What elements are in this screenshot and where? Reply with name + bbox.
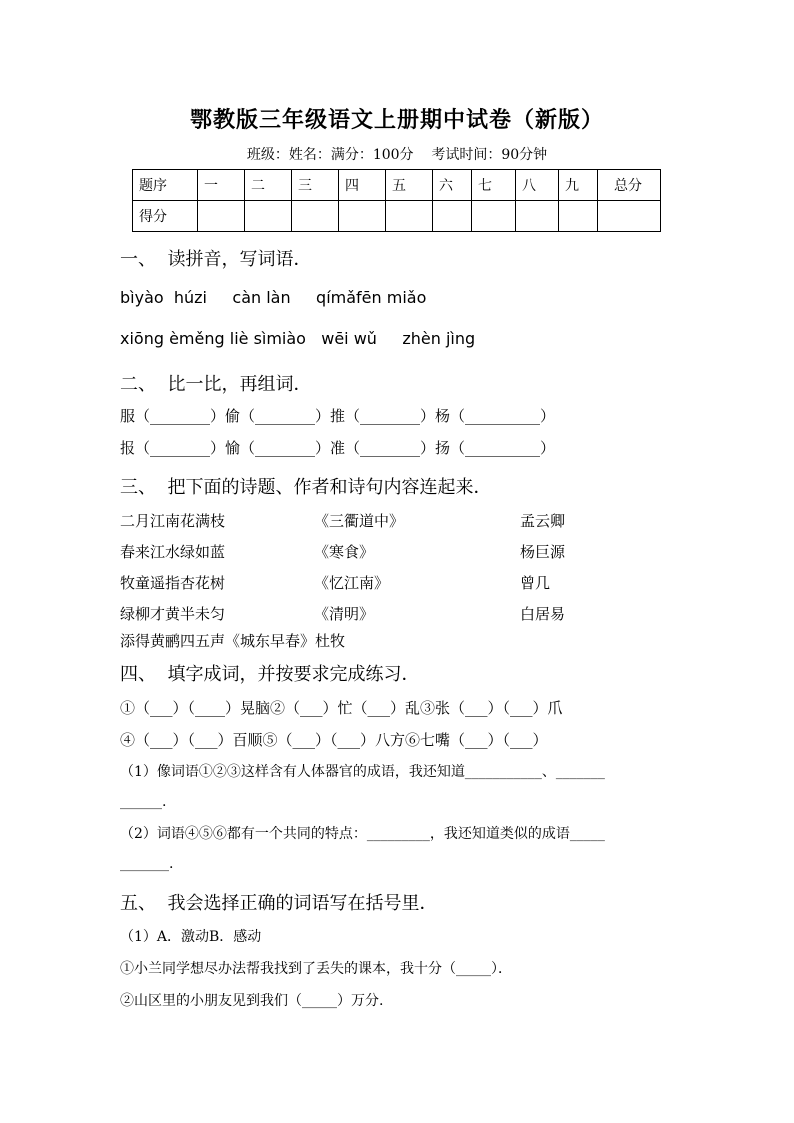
section-5-heading: 五、 我会选择正确的词语写在括号里．	[120, 893, 438, 914]
score-input-cell[interactable]	[433, 201, 472, 232]
table-cell: 三	[292, 170, 339, 201]
poem-author: 杨巨源	[520, 543, 566, 561]
question-5-options: （1）A．激动B．感动	[120, 929, 262, 945]
poem-line: 春来江水绿如蓝	[120, 543, 226, 561]
score-input-cell[interactable]	[292, 201, 339, 232]
section-2-heading: 二、 比一比，再组词．	[120, 374, 312, 395]
score-input-cell[interactable]	[559, 201, 598, 232]
question-5-sentence-1: ①小兰同学想尽办法帮我找到了丢失的课本，我十分（_____）．	[120, 961, 512, 977]
score-table-score-row	[133, 201, 661, 232]
pinyin-line-1: bìyào húzi càn làn qímǎfēn miǎo	[120, 288, 427, 307]
table-cell: 七	[472, 170, 516, 201]
table-cell: 五	[386, 170, 433, 201]
question-4-2: （2）词语④⑤⑥都有一个共同的特点：_________，我还知道类似的成语_____	[120, 826, 605, 842]
poem-title: 《三衢道中》	[314, 512, 405, 530]
score-input-cell[interactable]	[598, 201, 661, 232]
table-cell: 四	[339, 170, 386, 201]
poem-author: 曾几	[520, 574, 551, 592]
score-input-cell[interactable]	[472, 201, 516, 232]
table-cell: 总分	[598, 170, 661, 201]
score-input-cell[interactable]	[198, 201, 245, 232]
poem-author: 白居易	[520, 605, 566, 623]
poem-line: 牧童遥指杏花树	[120, 574, 226, 592]
table-cell: 八	[516, 170, 559, 201]
score-input-cell[interactable]	[516, 201, 559, 232]
table-cell: 得分	[133, 201, 198, 232]
score-table	[132, 169, 661, 232]
poem-title: 《清明》	[314, 605, 375, 623]
score-input-cell[interactable]	[245, 201, 292, 232]
question-4-2-cont: _______.	[120, 856, 174, 872]
poem-last-line: 添得黄鹂四五声《城东早春》杜牧	[120, 632, 346, 650]
compare-line-2: 报（________）愉（________）准（________）扬（__________）	[120, 439, 556, 457]
section-1-heading: 一、 读拼音，写词语．	[120, 249, 312, 270]
table-cell: 六	[433, 170, 472, 201]
table-cell: 二	[245, 170, 292, 201]
page-title: 鄂教版三年级语文上册期中试卷（新版）	[189, 107, 604, 133]
poem-author: 孟云卿	[520, 512, 566, 530]
poem-line: 绿柳才黄半未匀	[120, 605, 226, 623]
question-5-sentence-2: ②山区里的小朋友见到我们（_____）万分.	[120, 993, 384, 1009]
question-4-1: （1）像词语①②③这样含有人体器官的成语，我还知道___________、_______	[120, 764, 605, 780]
poem-title: 《忆江南》	[314, 574, 390, 592]
score-input-cell[interactable]	[386, 201, 433, 232]
poem-title: 《寒食》	[314, 543, 375, 561]
pinyin-line-2: xiōng èměng liè sìmiào wēi wǔ zhèn jìng	[120, 329, 476, 348]
table-cell: 一	[198, 170, 245, 201]
question-4-1-cont: ______.	[120, 794, 167, 810]
idiom-line-2: ④（___）（___）百顺⑤（___）（___）八方⑥七嘴（___）（___）	[120, 731, 548, 749]
section-4-heading: 四、 填字成词，并按要求完成练习．	[120, 664, 420, 685]
score-table-header-row	[133, 170, 661, 201]
table-cell: 九	[559, 170, 598, 201]
idiom-line-1: ①（___）（____）晃脑②（___）忙（___）乱③张（___）（___）爪	[120, 699, 563, 717]
section-3-heading: 三、 把下面的诗题、作者和诗句内容连起来．	[120, 477, 492, 498]
exam-info: 班级：姓名：满分：100分 考试时间：90分钟	[246, 147, 548, 163]
poem-line: 二月江南花满枝	[120, 512, 226, 530]
score-input-cell[interactable]	[339, 201, 386, 232]
table-cell: 题序	[133, 170, 198, 201]
compare-line-1: 服（________）偷（________）推（________）杨（__________）	[120, 407, 556, 425]
